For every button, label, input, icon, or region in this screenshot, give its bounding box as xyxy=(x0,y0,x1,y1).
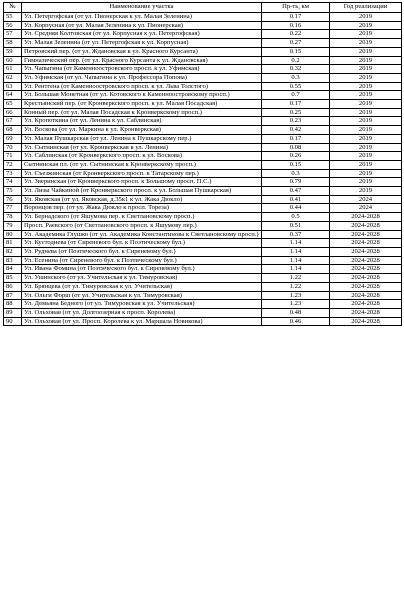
section-name-cell: Просп. Раевского (от Светлановского просп. к Яшумову пер.) xyxy=(22,221,262,230)
table-row xyxy=(4,195,402,204)
year-cell: 2019 xyxy=(330,134,402,143)
header-length: Пр-ть, км xyxy=(262,3,330,13)
table-row xyxy=(4,30,402,39)
section-name-cell: Ул. Воскова (от ул. Маркина к ул. Кронверкская) xyxy=(22,126,262,135)
table-row xyxy=(4,265,402,274)
table-row xyxy=(4,230,402,239)
length-cell: 0.7 xyxy=(262,91,330,100)
table-row xyxy=(4,100,402,109)
row-number-cell: 86 xyxy=(4,282,22,291)
table-row xyxy=(4,65,402,74)
row-number-cell: 79 xyxy=(4,221,22,230)
length-cell: 0.08 xyxy=(262,143,330,152)
table-row xyxy=(4,82,402,91)
length-cell: 0.48 xyxy=(262,308,330,317)
row-number-cell: 87 xyxy=(4,291,22,300)
table-row xyxy=(4,21,402,30)
length-cell: 1.14 xyxy=(262,256,330,265)
row-number-cell: 81 xyxy=(4,239,22,248)
section-name-cell: Крестьянский пер. (от Кронверкского просп. к ул. Малая Посадская) xyxy=(22,100,262,109)
year-cell: 2024-2028 xyxy=(330,213,402,222)
table-row xyxy=(4,291,402,300)
row-number-cell: 62 xyxy=(4,73,22,82)
length-cell: 1.22 xyxy=(262,282,330,291)
row-number-cell: 72 xyxy=(4,160,22,169)
year-cell: 2019 xyxy=(330,108,402,117)
section-name-cell: Ул. Ивана Фомина (от Поэтического бул. к Сиреневому бул.) xyxy=(22,265,262,274)
section-name-cell: Ул. Корпусная (от ул. Малая Зеленина к ул. Пионерская) xyxy=(22,21,262,30)
row-number-cell: 58 xyxy=(4,39,22,48)
row-number-cell: 76 xyxy=(4,195,22,204)
row-number-cell: 64 xyxy=(4,91,22,100)
row-number-cell: 77 xyxy=(4,204,22,213)
section-name-cell: Ул. Есенина (от Сиреневого бул. к Поэтическому бул.) xyxy=(22,256,262,265)
row-number-cell: 61 xyxy=(4,65,22,74)
length-cell: 0.3 xyxy=(262,169,330,178)
length-cell: 0.17 xyxy=(262,13,330,22)
length-cell: 0.44 xyxy=(262,204,330,213)
length-cell: 0.15 xyxy=(262,160,330,169)
row-number-cell: 89 xyxy=(4,308,22,317)
row-number-cell: 60 xyxy=(4,56,22,65)
section-name-cell: Ул. Брянцева (от ул. Тимуровская к ул. Учительская) xyxy=(22,282,262,291)
year-cell: 2024-2028 xyxy=(330,256,402,265)
row-number-cell: 83 xyxy=(4,256,22,265)
row-number-cell: 66 xyxy=(4,108,22,117)
row-number-cell: 75 xyxy=(4,187,22,196)
section-name-cell: Ул. Петергофская (от ул. Пионерская к ул. Малая Зеленина) xyxy=(22,13,262,22)
year-cell: 2019 xyxy=(330,47,402,56)
length-cell: 0.16 xyxy=(262,21,330,30)
year-cell: 2019 xyxy=(330,56,402,65)
length-cell: 0.42 xyxy=(262,126,330,135)
section-name-cell: Воронцов пер. (от ул. Жака Дюкло к просп. Тореза) xyxy=(22,204,262,213)
section-name-cell: Ул. Бернадского (от Яшумова пер. к Светлановскому просп.) xyxy=(22,213,262,222)
table-row xyxy=(4,187,402,196)
row-number-cell: 80 xyxy=(4,230,22,239)
road-sections-table xyxy=(3,2,402,326)
length-cell: 0.17 xyxy=(262,100,330,109)
table-body xyxy=(4,13,402,326)
section-name-cell: Гимназический пер. (от ул. Красного Курсанта к ул. Ждановская) xyxy=(22,56,262,65)
row-number-cell: 84 xyxy=(4,265,22,274)
length-cell: 0.26 xyxy=(262,152,330,161)
year-cell: 2024-2028 xyxy=(330,265,402,274)
section-name-cell: Ул. Академика Глушко (от ул. Академика Константинова к Светлановскому просп.) xyxy=(22,230,262,239)
length-cell: 0.15 xyxy=(262,47,330,56)
table-row xyxy=(4,117,402,126)
section-name-cell: Ул. Средняя Колтовская (от ул. Корпусная к ул. Петергофская) xyxy=(22,30,262,39)
year-cell: 2024-2028 xyxy=(330,274,402,283)
length-cell: 1.14 xyxy=(262,247,330,256)
section-name-cell: Ул. Ольховая (от ул. Долгоозерная к просп. Королева) xyxy=(22,308,262,317)
year-cell: 2024 xyxy=(330,204,402,213)
section-name-cell: Ул. Зверинская (от Кронверкского просп. к Большому просп. П.С.) xyxy=(22,178,262,187)
document-page xyxy=(3,2,401,326)
section-name-cell: Ул. Ушинского (от ул. Учительская к ул. Тимуровская) xyxy=(22,274,262,283)
table-row xyxy=(4,247,402,256)
table-row xyxy=(4,178,402,187)
length-cell: 1.23 xyxy=(262,291,330,300)
row-number-cell: 88 xyxy=(4,300,22,309)
table-row xyxy=(4,47,402,56)
row-number-cell: 70 xyxy=(4,143,22,152)
section-name-cell: Ул. Лизы Чайкиной (от Кронверкского просп. к ул. Большая Пушкарская) xyxy=(22,187,262,196)
length-cell: 0.37 xyxy=(262,230,330,239)
year-cell: 2019 xyxy=(330,187,402,196)
year-cell: 2024-2028 xyxy=(330,282,402,291)
table-row xyxy=(4,274,402,283)
table-row xyxy=(4,160,402,169)
year-cell: 2019 xyxy=(330,126,402,135)
length-cell: 0.5 xyxy=(262,213,330,222)
header-number: № xyxy=(4,3,22,13)
table-row xyxy=(4,39,402,48)
year-cell: 2024-2028 xyxy=(330,291,402,300)
year-cell: 2019 xyxy=(330,21,402,30)
year-cell: 2024-2028 xyxy=(330,239,402,248)
row-number-cell: 90 xyxy=(4,317,22,326)
section-name-cell: Ул. Малая Зеленина (от ул. Петергофская к ул. Корпусная) xyxy=(22,39,262,48)
length-cell: 0.27 xyxy=(262,39,330,48)
year-cell: 2019 xyxy=(330,30,402,39)
table-row xyxy=(4,282,402,291)
table-row xyxy=(4,56,402,65)
table-row xyxy=(4,308,402,317)
header-year: Год реализации xyxy=(330,3,402,13)
table-row xyxy=(4,169,402,178)
year-cell: 2019 xyxy=(330,39,402,48)
year-cell: 2019 xyxy=(330,82,402,91)
table-header-row xyxy=(4,3,402,13)
section-name-cell: Ул. Чапыгина (от Каменноостровского просп. к ул. Уфимская) xyxy=(22,65,262,74)
length-cell: 0.55 xyxy=(262,82,330,91)
table-row xyxy=(4,204,402,213)
row-number-cell: 85 xyxy=(4,274,22,283)
section-name-cell: Ул. Яковская (от ул. Яковская, д.35к1 к ул. Жака Дюкло) xyxy=(22,195,262,204)
year-cell: 2019 xyxy=(330,65,402,74)
year-cell: 2019 xyxy=(330,143,402,152)
year-cell: 2019 xyxy=(330,160,402,169)
table-row xyxy=(4,256,402,265)
table-row xyxy=(4,317,402,326)
year-cell: 2024-2028 xyxy=(330,317,402,326)
year-cell: 2019 xyxy=(330,13,402,22)
section-name-cell: Ул. Демьяна Бедного (от ул. Тимуровская к ул. Учительская) xyxy=(22,300,262,309)
length-cell: 0.23 xyxy=(262,117,330,126)
section-name-cell: Ул. Кропоткина (от ул. Ленина к ул. Саблинская) xyxy=(22,117,262,126)
section-name-cell: Ул. Уфимская (от ул. Чапыгина к ул. Профессора Попова) xyxy=(22,73,262,82)
table-row xyxy=(4,213,402,222)
section-name-cell: Ул. Ольги Форш (от ул. Учительская к ул. Тимуровская) xyxy=(22,291,262,300)
row-number-cell: 63 xyxy=(4,82,22,91)
table-row xyxy=(4,239,402,248)
length-cell: 0.46 xyxy=(262,317,330,326)
row-number-cell: 57 xyxy=(4,30,22,39)
table-row xyxy=(4,152,402,161)
table-row xyxy=(4,221,402,230)
year-cell: 2019 xyxy=(330,91,402,100)
length-cell: 1.22 xyxy=(262,274,330,283)
section-name-cell: Ул. Малая Пушкарская (от ул. Ленина к Пушкарскому пер.) xyxy=(22,134,262,143)
length-cell: 0.51 xyxy=(262,221,330,230)
row-number-cell: 68 xyxy=(4,126,22,135)
row-number-cell: 65 xyxy=(4,100,22,109)
year-cell: 2019 xyxy=(330,152,402,161)
table-row xyxy=(4,300,402,309)
year-cell: 2024 xyxy=(330,195,402,204)
year-cell: 2019 xyxy=(330,169,402,178)
row-number-cell: 71 xyxy=(4,152,22,161)
table-row xyxy=(4,134,402,143)
row-number-cell: 78 xyxy=(4,213,22,222)
table-row xyxy=(4,108,402,117)
row-number-cell: 67 xyxy=(4,117,22,126)
section-name-cell: Ул. Ольховая (от ул. Просп. Королева к ул. Маршала Новикова) xyxy=(22,317,262,326)
length-cell: 0.41 xyxy=(262,195,330,204)
year-cell: 2024-2028 xyxy=(330,308,402,317)
length-cell: 0.22 xyxy=(262,30,330,39)
section-name-cell: Ул. Большая Монетная (от ул. Котовского к Каменноостровскому просп.) xyxy=(22,91,262,100)
length-cell: 0.47 xyxy=(262,187,330,196)
section-name-cell: Ул. Сытнинская (от ул. Кронверкская к ул. Ленина) xyxy=(22,143,262,152)
length-cell: 0.32 xyxy=(262,65,330,74)
length-cell: 1.14 xyxy=(262,265,330,274)
year-cell: 2024-2028 xyxy=(330,300,402,309)
row-number-cell: 59 xyxy=(4,47,22,56)
section-name-cell: Ул. Руднева (от Поэтического бул. к Сиреневому бул.) xyxy=(22,247,262,256)
year-cell: 2019 xyxy=(330,117,402,126)
row-number-cell: 55 xyxy=(4,13,22,22)
year-cell: 2019 xyxy=(330,178,402,187)
length-cell: 0.79 xyxy=(262,178,330,187)
year-cell: 2019 xyxy=(330,73,402,82)
table-row xyxy=(4,13,402,22)
length-cell: 0.25 xyxy=(262,108,330,117)
year-cell: 2024-2028 xyxy=(330,247,402,256)
section-name-cell: Петровский пер. (от ул. Ждановская к ул. Красного Курсанта) xyxy=(22,47,262,56)
section-name-cell: Конный пер. (от ул. Малая Посадская к Кронверкскому просп.) xyxy=(22,108,262,117)
year-cell: 2024-2028 xyxy=(330,221,402,230)
year-cell: 2024-2028 xyxy=(330,230,402,239)
year-cell: 2019 xyxy=(330,100,402,109)
header-section-name: Наименование участка xyxy=(22,3,262,13)
section-name-cell: Ул. Кустодиева (от Сиреневого бул. к Поэтическому бул.) xyxy=(22,239,262,248)
length-cell: 1.14 xyxy=(262,239,330,248)
section-name-cell: Ул. Саблинская (от Кронверкского просп. к ул. Воскова) xyxy=(22,152,262,161)
length-cell: 0.2 xyxy=(262,56,330,65)
row-number-cell: 82 xyxy=(4,247,22,256)
section-name-cell: Ул. Съезжинская (от Кронверкского просп. к Татарскому пер.) xyxy=(22,169,262,178)
length-cell: 1.23 xyxy=(262,300,330,309)
length-cell: 0.3 xyxy=(262,73,330,82)
row-number-cell: 74 xyxy=(4,178,22,187)
table-row xyxy=(4,126,402,135)
section-name-cell: Ул. Рентгена (от Каменноостровского просп. к ул. Льва Толстого) xyxy=(22,82,262,91)
length-cell: 0.17 xyxy=(262,134,330,143)
table-row xyxy=(4,73,402,82)
section-name-cell: Сытнинская пл. (от ул. Сытнинская к Кронверкскому просп.) xyxy=(22,160,262,169)
table-row xyxy=(4,143,402,152)
row-number-cell: 56 xyxy=(4,21,22,30)
row-number-cell: 69 xyxy=(4,134,22,143)
table-row xyxy=(4,91,402,100)
row-number-cell: 73 xyxy=(4,169,22,178)
